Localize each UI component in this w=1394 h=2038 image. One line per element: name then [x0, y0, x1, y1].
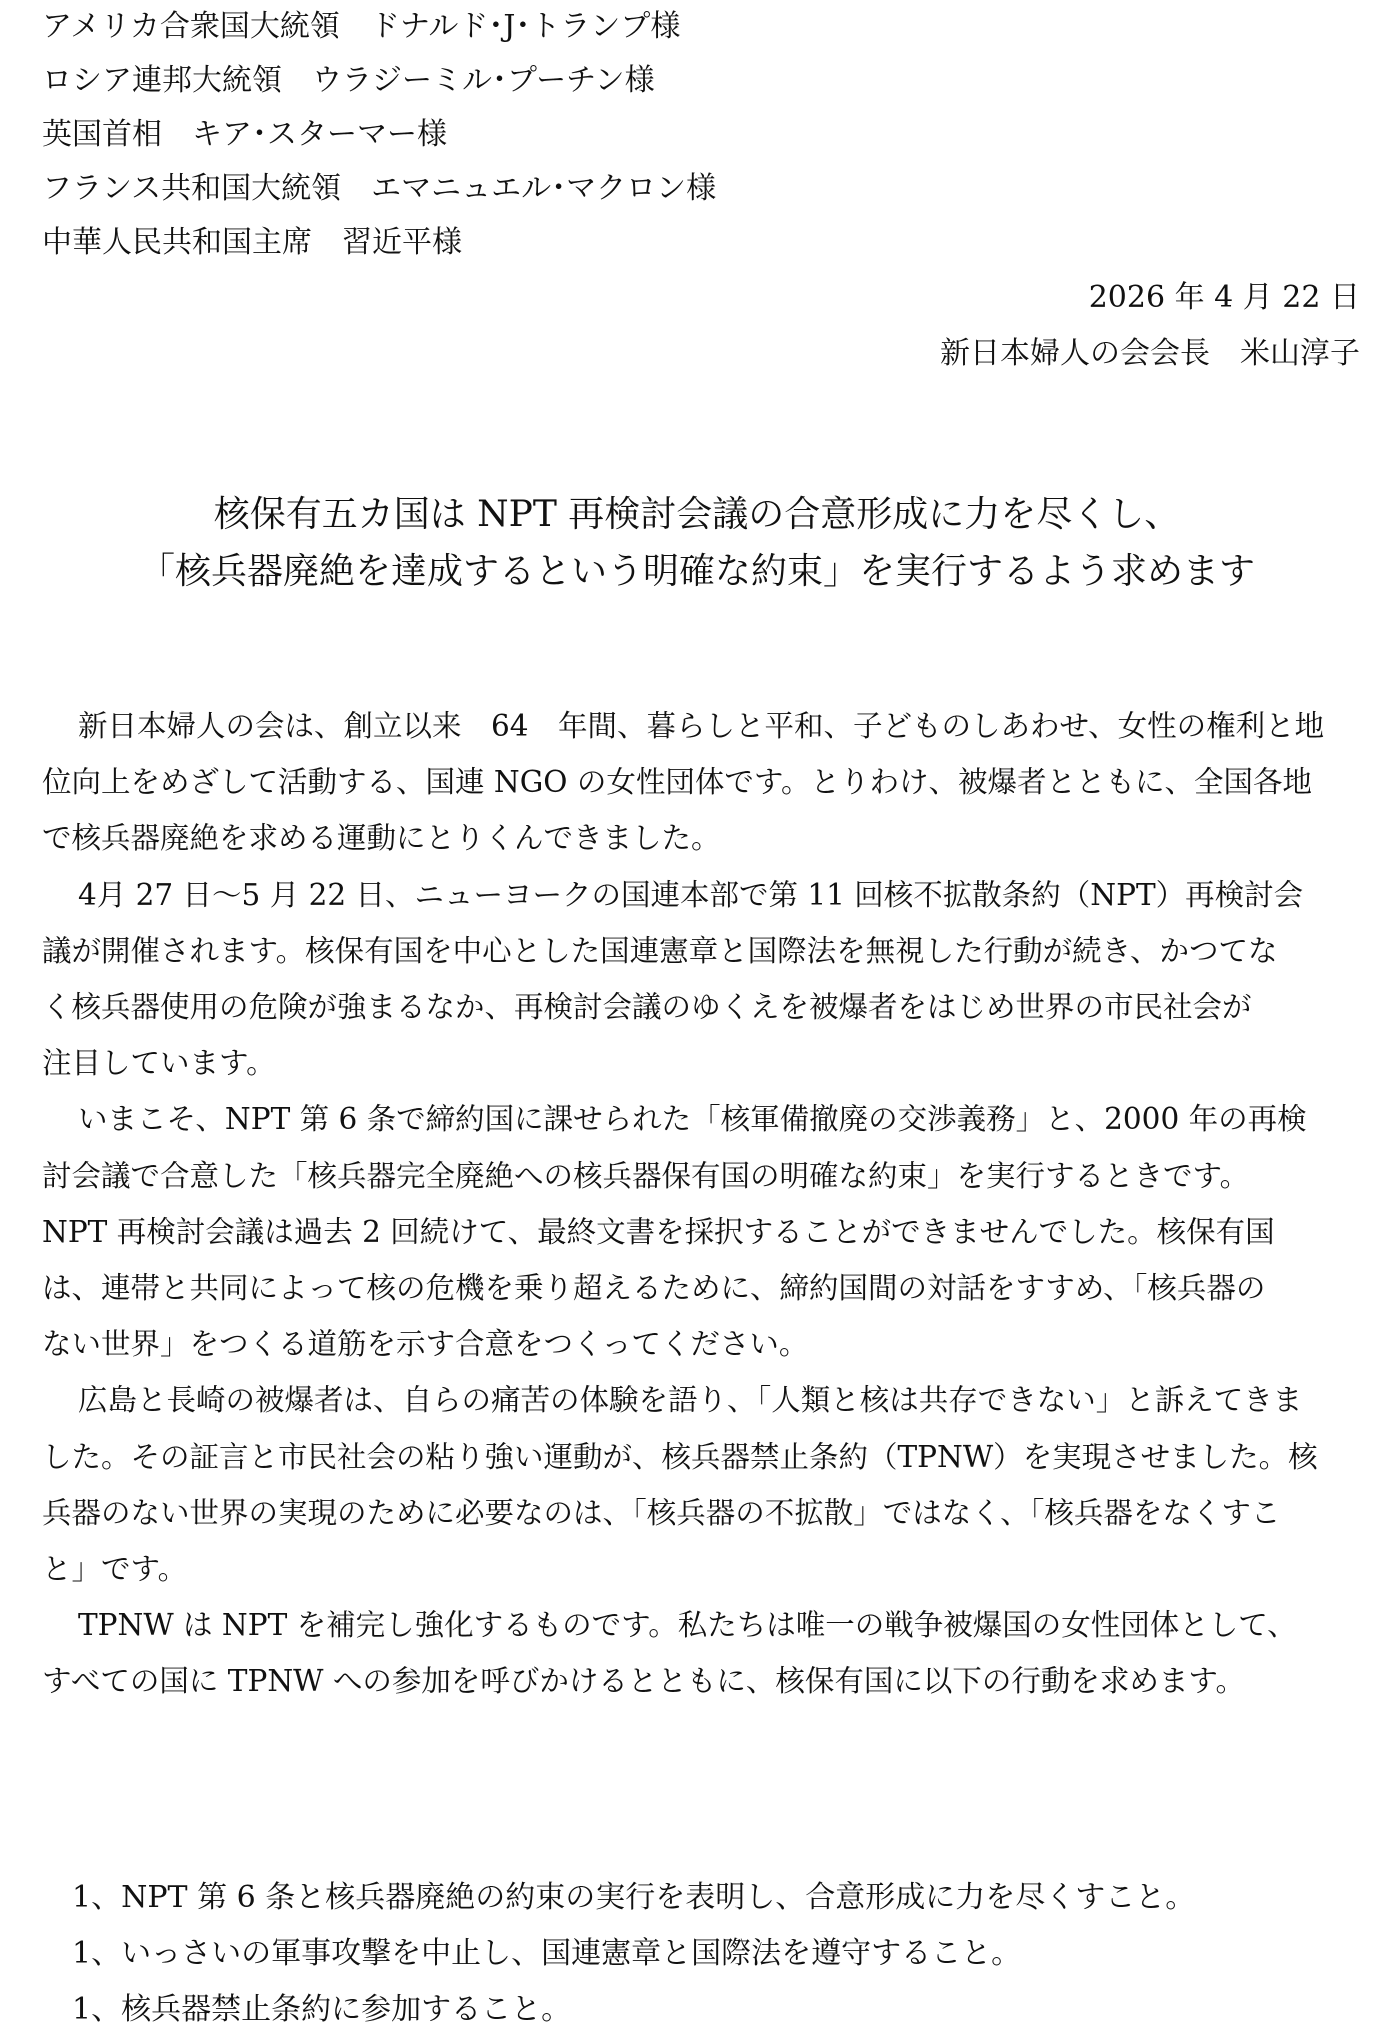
paragraph-2: [42, 867, 1360, 1092]
demand-item-1: 1、NPT 第 6 条と核兵器廃絶の約束の実行を表明し、合意形成に力を尽くすこと。: [72, 1880, 1196, 1915]
paragraph-line: で核兵器廃絶を求める運動にとりくんできました。: [42, 821, 721, 856]
paragraph-5: [42, 1597, 1360, 1709]
paragraph-line: ない世界」をつくる道筋を示す合意をつくってください。: [42, 1327, 809, 1362]
paragraph-line: 位向上をめざして活動する、国連 NGO の女性団体です。とりわけ、被爆者とともに、全国各地: [42, 765, 1312, 800]
paragraph-4: [42, 1372, 1360, 1597]
paragraph-1: [42, 698, 1360, 867]
paragraph-line: は、連帯と共同によって核の危機を乗り超えるために、締約国間の対話をすすめ、「核兵器の: [42, 1271, 1266, 1306]
paragraph-line: した。その証言と市民社会の粘り強い運動が、核兵器禁止条約（TPNW）を実現させました。核: [42, 1439, 1318, 1474]
paragraph-line: TPNW は NPT を補完し強化するものです。私たちは唯一の戦争被爆国の女性団体として、: [78, 1608, 1297, 1643]
letter-date: 2026 年 4 月 22 日: [1088, 280, 1360, 315]
demand-item-2: 1、いっさいの軍事攻撃を中止し、国連憲章と国際法を遵守すること。: [72, 1936, 1022, 1971]
demand-list: [72, 1870, 1352, 2038]
paragraph-line: 議が開催されます。核保有国を中心とした国連憲章と国際法を無視した行動が続き、かつてな: [42, 933, 1278, 968]
paragraph-line: 広島と長崎の被爆者は、自らの痛苦の体験を語り、「人類と核は共存できない」と訴えてきま: [78, 1383, 1303, 1418]
letter-body: [42, 698, 1360, 1710]
addressee-uk-prime-minister: 英国首相 キア･スターマー様: [42, 117, 447, 152]
addressee-us-president: アメリカ合衆国大統領 ドナルド･J･トランプ様: [42, 9, 681, 44]
sender-block: [940, 270, 1360, 382]
addressee-list: [42, 0, 1042, 270]
paragraph-line: 討会議で合意した「核兵器完全廃絶への核兵器保有国の明確な約束」を実行するときです。: [42, 1158, 1250, 1193]
letter-title: [0, 486, 1394, 600]
paragraph-line: すべての国に TPNW への参加を呼びかけるとともに、核保有国に以下の行動を求めます。: [42, 1664, 1245, 1699]
paragraph-line: NPT 再検討会議は過去 2 回続けて、最終文書を採択することができませんでした。核保有国: [42, 1214, 1275, 1249]
paragraph-line: 兵器のない世界の実現のために必要なのは、「核兵器の不拡散」ではなく、「核兵器をなくすこ: [42, 1495, 1281, 1530]
paragraph-line: く核兵器使用の危険が強まるなか、再検討会議のゆくえを被爆者をはじめ世界の市民社会が: [42, 990, 1252, 1025]
addressee-russia-president: ロシア連邦大統領 ウラジーミル･プーチン様: [42, 63, 655, 98]
addressee-china-president: 中華人民共和国主席 習近平様: [42, 225, 462, 260]
paragraph-line: 4月 27 日～5 月 22 日、ニューヨークの国連本部で第 11 回核不拡散条約（NPT）再検討会: [78, 877, 1304, 912]
demand-item-3: 1、核兵器禁止条約に参加すること。: [72, 1992, 572, 2027]
paragraph-line: いまこそ、NPT 第 6 条で締約国に課せられた「核軍備撤廃の交渉義務」と、2000 年の再検: [78, 1102, 1307, 1137]
paragraph-line: 注目しています。: [42, 1046, 276, 1081]
title-line-2: 「核兵器廃絶を達成するという明確な約束」を実行するよう求めます: [138, 551, 1255, 592]
paragraph-3: [42, 1091, 1360, 1372]
title-line-1: 核保有五カ国は NPT 再検討会議の合意形成に力を尽くし、: [213, 494, 1181, 535]
paragraph-line: と」です。: [42, 1552, 188, 1587]
paragraph-line: 新日本婦人の会は、創立以来 64 年間、暮らしと平和、子どものしあわせ、女性の権利と地: [78, 709, 1325, 743]
addressee-france-president: フランス共和国大統領 エマニュエル･マクロン様: [42, 171, 717, 206]
letter-sender: 新日本婦人の会会長 米山淳子: [940, 336, 1360, 371]
